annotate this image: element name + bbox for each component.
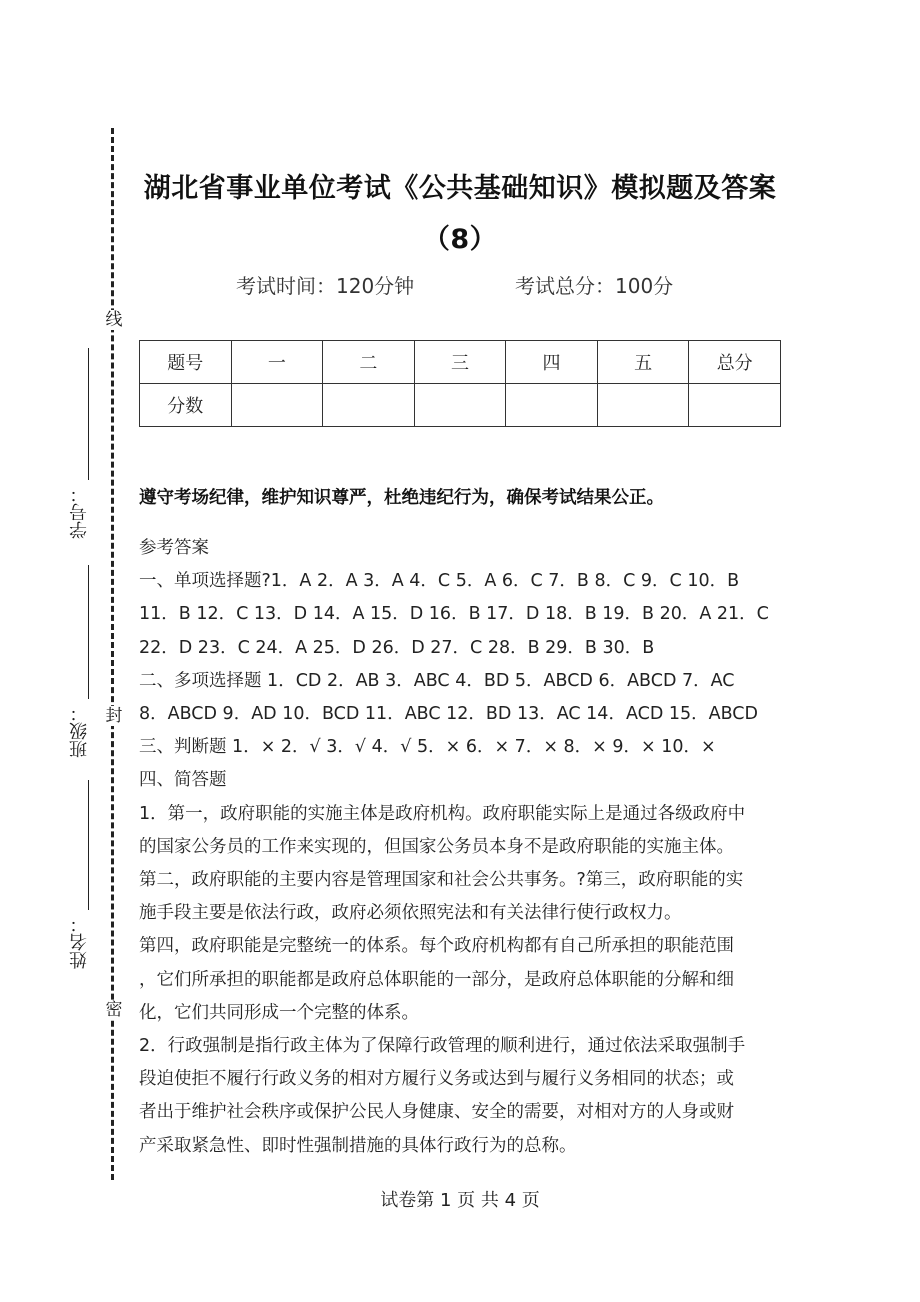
answer-line: 22．D 23．C 24．A 25．D 26．D 27．C 28．B 29．B 30．B (139, 637, 655, 658)
answer-line: 化，它们共同形成一个完整的体系。 (139, 1002, 419, 1023)
student-id-label: 学号： (69, 485, 90, 539)
score-cell-4[interactable] (506, 384, 598, 427)
class-field[interactable] (62, 565, 108, 760)
header-cell-4: 四 (506, 341, 598, 384)
name-underline (88, 780, 89, 910)
answer-line: 的国家公务员的工作来实现的，但国家公务员本身不是政府职能的实施主体。 (139, 836, 734, 857)
exam-title-number: （8） (422, 224, 498, 255)
class-underline (88, 565, 89, 699)
binding-word-xian: 线 (105, 310, 123, 330)
answer-line: 一、单项选择题?1．A 2．A 3．A 4．C 5．A 6．C 7．B 8．C 9．C 10．B (139, 571, 740, 592)
header-cell-1: 一 (231, 341, 323, 384)
exam-total-score: 考试总分：100分 (515, 274, 674, 298)
name-field[interactable] (62, 780, 108, 975)
score-table-header-row (140, 341, 781, 384)
header-cell-3: 三 (414, 341, 506, 384)
score-cell-total[interactable] (689, 384, 781, 427)
answer-line: 1．第一，政府职能的实施主体是政府机构。政府职能实际上是通过各级政府中 (139, 803, 746, 824)
answer-heading: 参考答案 (139, 538, 209, 558)
answer-line: 四、简答题 (139, 770, 227, 791)
answer-line: 11．B 12．C 13．D 14．A 15．D 16．B 17．D 18．B 19．B 20．A 21．C (139, 604, 769, 625)
answer-line: 8．ABCD 9．AD 10．BCD 11．ABC 12．BD 13．AC 14．ACD 15．ABCD (139, 704, 758, 725)
class-label: 班级： (69, 704, 90, 758)
answer-line: 2．行政强制是指行政主体为了保障行政管理的顺利进行，通过依法采取强制手 (139, 1036, 746, 1057)
score-table-score-row (140, 384, 781, 427)
score-table (139, 340, 781, 427)
header-cell-5: 五 (597, 341, 689, 384)
answer-section (139, 532, 784, 1163)
answer-line: 施手段主要是依法行政，政府必须依照宪法和有关法律行使行政权力。 (139, 903, 682, 924)
answer-line: 第二，政府职能的主要内容是管理国家和社会公共事务。?第三，政府职能的实 (139, 870, 744, 891)
binding-dashed-line (111, 128, 114, 1180)
score-row-label: 分数 (140, 384, 232, 427)
page-footer: 试卷第 1 页 共 4 页 (380, 1190, 540, 1211)
score-cell-5[interactable] (597, 384, 689, 427)
exam-time: 考试时间：120分钟 (236, 274, 415, 298)
student-id-field[interactable] (62, 348, 108, 543)
binding-word-mi: 密 (105, 1000, 123, 1020)
student-id-underline (88, 348, 89, 480)
header-cell-2: 二 (323, 341, 415, 384)
exam-notice: 遵守考场纪律，维护知识尊严，杜绝违纪行为，确保考试结果公正。 (139, 488, 664, 508)
score-cell-2[interactable] (323, 384, 415, 427)
answer-line: 段迫使拒不履行行政义务的相对方履行义务或达到与履行义务相同的状态；或 (139, 1069, 734, 1090)
answer-line: 三、判断题 1．× 2．√ 3．√ 4．√ 5．× 6．× 7．× 8．× 9．× 10．× (139, 737, 716, 758)
answer-line: ，它们所承担的职能都是政府总体职能的一部分，是政府总体职能的分解和细 (139, 969, 734, 990)
header-cell-question-no: 题号 (140, 341, 232, 384)
answer-line: 二、多项选择题 1．CD 2．AB 3．ABC 4．BD 5．ABCD 6．ABCD 7．AC (139, 670, 735, 691)
score-cell-1[interactable] (231, 384, 323, 427)
answer-line: 产采取紧急性、即时性强制措施的具体行政行为的总称。 (139, 1135, 577, 1156)
exam-title: 湖北省事业单位考试《公共基础知识》模拟题及答案 (143, 173, 777, 204)
binding-word-feng: 封 (105, 706, 123, 726)
name-label: 姓名： (69, 915, 90, 969)
score-cell-3[interactable] (414, 384, 506, 427)
header-cell-total: 总分 (689, 341, 781, 384)
answer-line: 第四，政府职能是完整统一的体系。每个政府机构都有自己所承担的职能范围 (139, 936, 734, 957)
answer-line: 者出于维护社会秩序或保护公民人身健康、安全的需要，对相对方的人身或财 (139, 1102, 734, 1123)
